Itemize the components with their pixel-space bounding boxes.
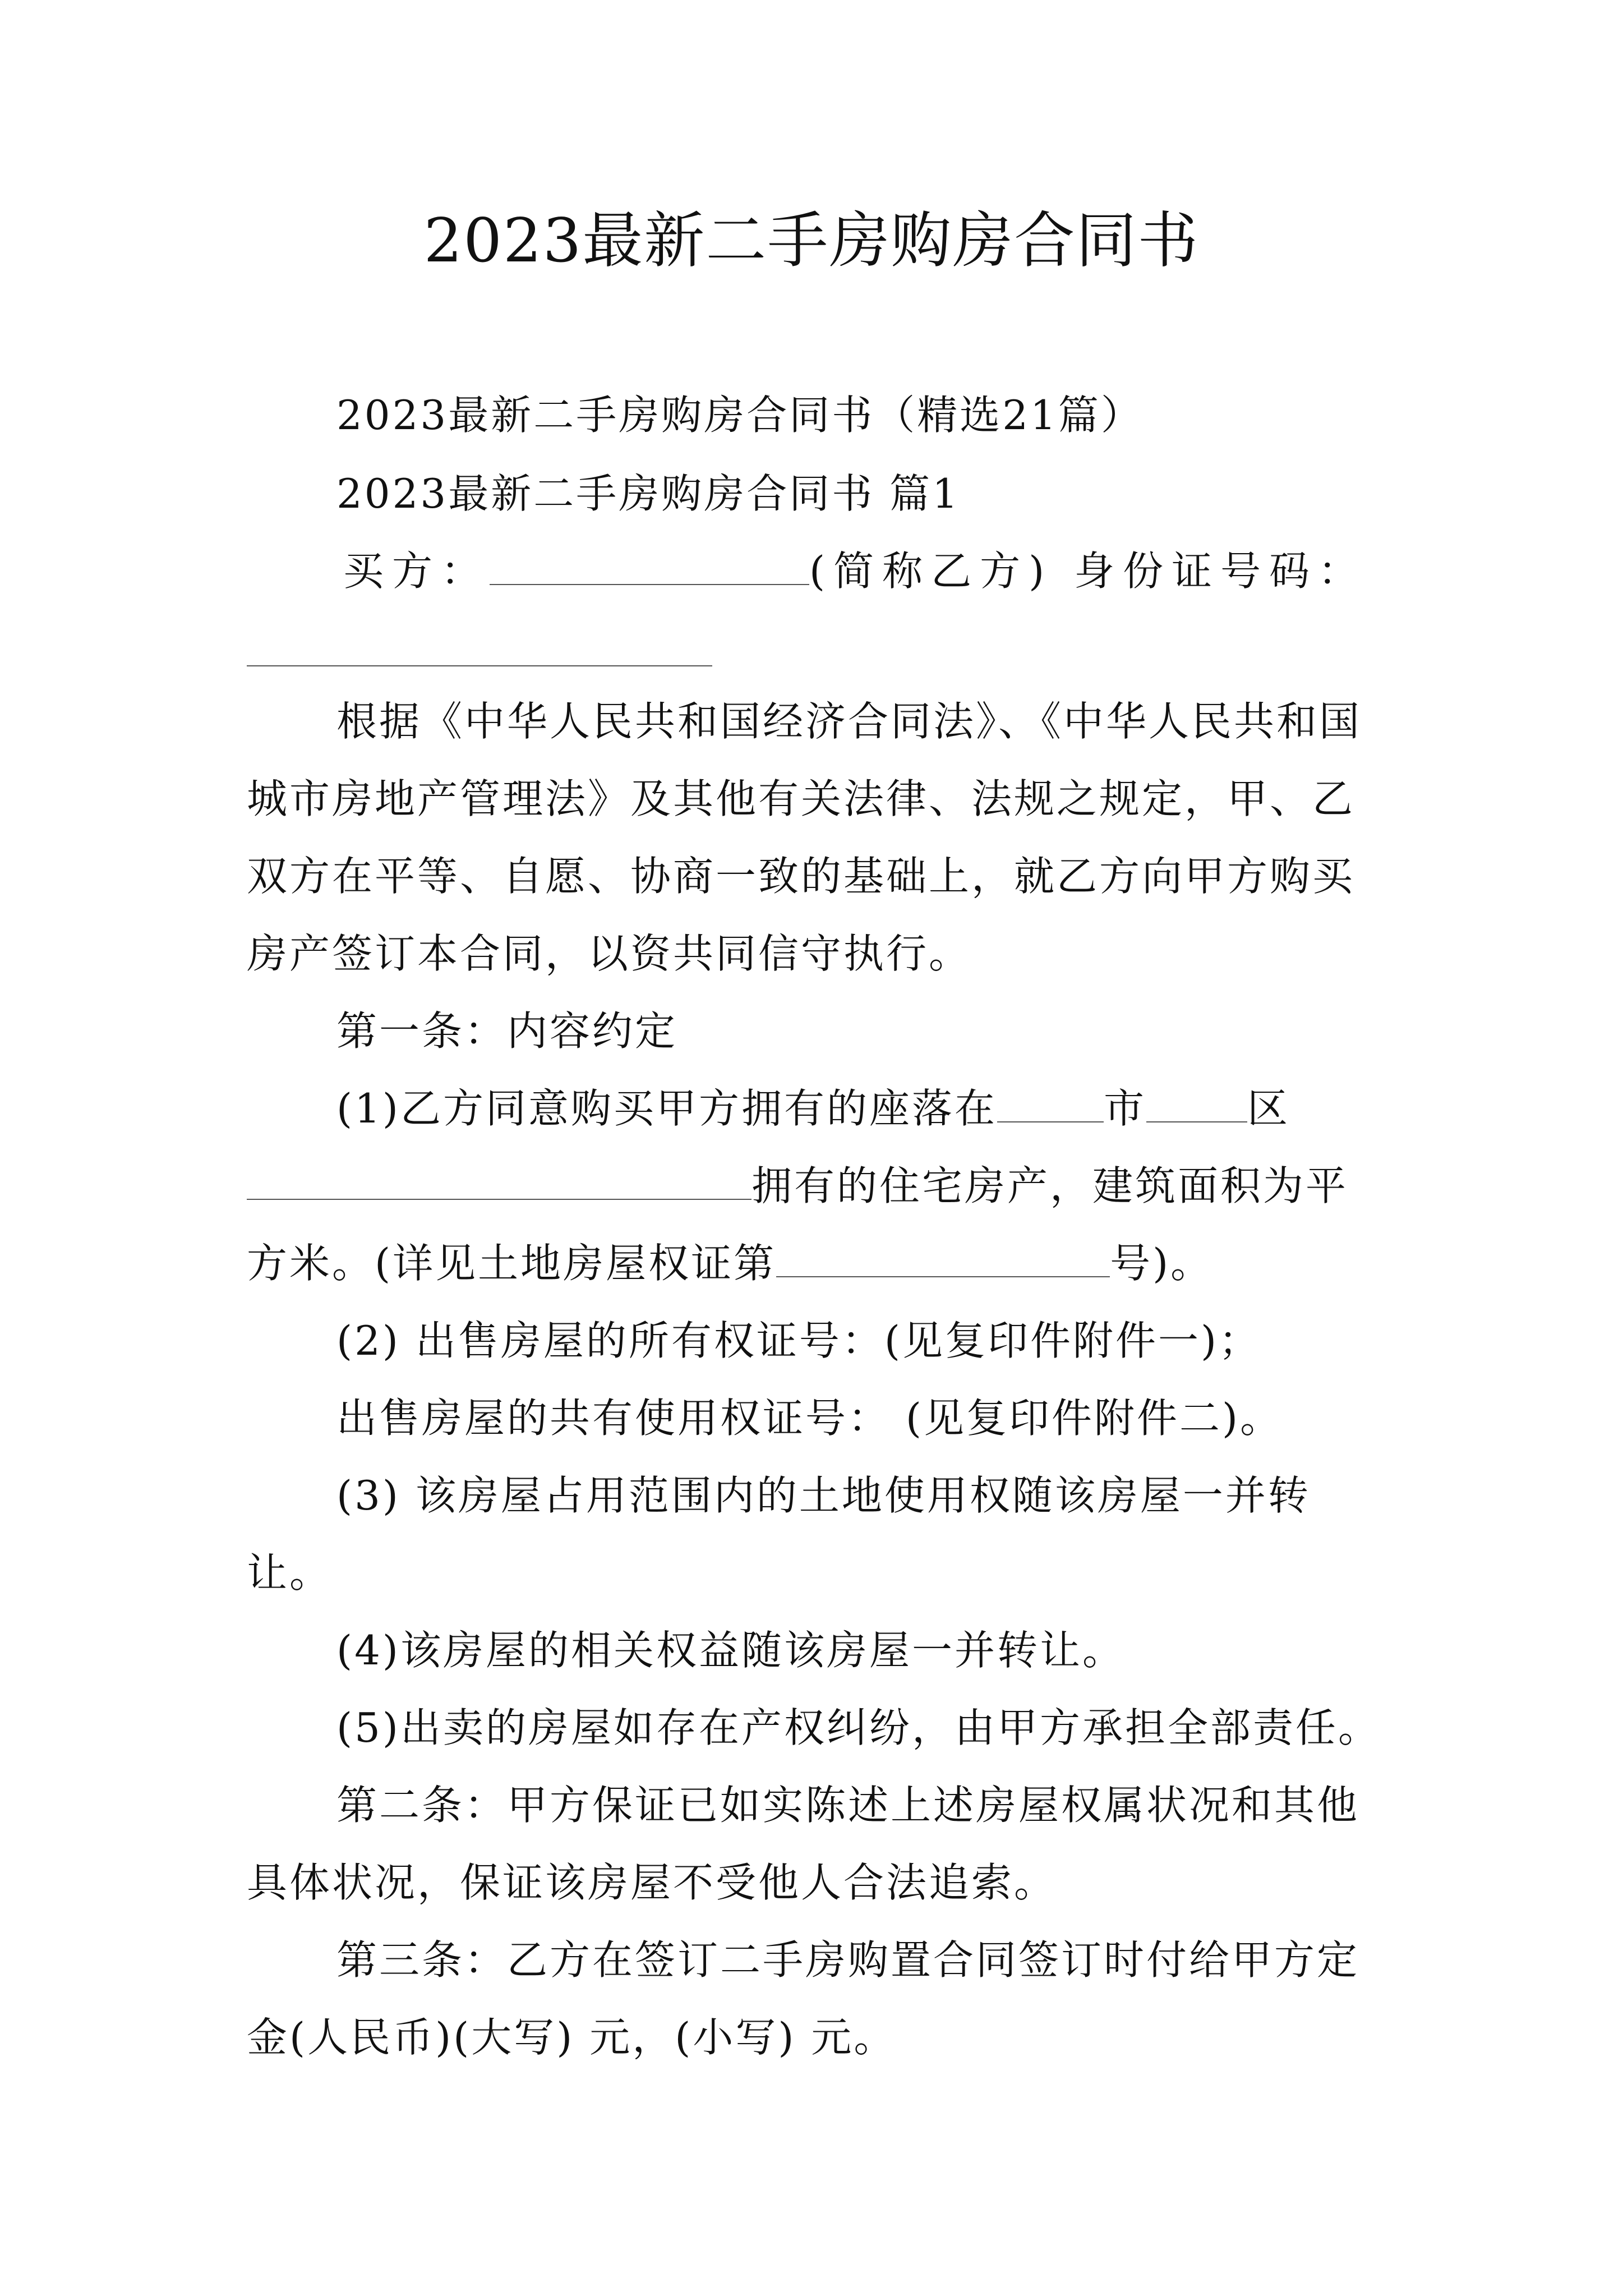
clause-text: 方米。(详见土地房屋权证第 (247, 1240, 777, 1287)
article-1-item-2-cont: 出售房屋的共有使用权证号： (见复印件附件二)。 (336, 1395, 1283, 1442)
article-2: 第二条：甲方保证已如实陈述上述房屋权属状况和其他 (336, 1782, 1360, 1829)
buyer-abbrev: (简称乙方) (809, 547, 1053, 595)
preamble-line: 房产签订本合同，以资共同信守执行。 (247, 930, 972, 977)
article-1-item-3-cont: 让。 (247, 1549, 333, 1596)
article-1-item-5: (5)出卖的房屋如存在产权纠纷，由甲方承担全部责任。 (336, 1704, 1381, 1751)
preamble-line: 双方在平等、自愿、协商一致的基础上，就乙方向甲方购买 (247, 853, 1355, 900)
buyer-id-blank (247, 665, 712, 666)
article-1-item-2: (2) 出售房屋的所有权证号：(见复印件附件一)； (336, 1317, 1262, 1364)
article-3-cont: 金(人民币)(大写) 元，(小写) 元。 (247, 2014, 897, 2061)
city-blank (997, 1089, 1104, 1122)
article-2-cont: 具体状况，保证该房屋不受他人合法追索。 (247, 1859, 1057, 1906)
article-1-item-3: (3) 该房屋占用范围内的土地使用权随该房屋一并转 (336, 1472, 1311, 1519)
article-3: 第三条：乙方在签订二手房购置合同签订时付给甲方定 (336, 1936, 1360, 1984)
section-heading: 2023最新二手房购房合同书 篇1 (336, 470, 960, 517)
address-blank (247, 1166, 751, 1200)
clause-text: 拥有的住宅房产，建筑面积为平 (751, 1162, 1349, 1209)
buyer-label: 买方： (343, 547, 490, 595)
buyer-line (343, 543, 1367, 599)
preamble-line: 根据《中华人民共和国经济合同法》、《中华人民共和国 (336, 698, 1362, 745)
city-label: 市 (1104, 1085, 1147, 1132)
preamble-line: 城市房地产管理法》及其他有关法律、法规之规定，甲、乙 (247, 775, 1355, 822)
certificate-number-blank (776, 1244, 1110, 1277)
buyer-id-label: 身份证号码： (1074, 547, 1367, 595)
district-blank (1146, 1089, 1247, 1122)
district-label: 区 (1247, 1085, 1290, 1132)
article-1-item-1-cont (247, 1158, 1348, 1214)
clause-text: (1)乙方同意购买甲方拥有的座落在 (336, 1085, 997, 1132)
article-1-item-4: (4)该房屋的相关权益随该房屋一并转让。 (336, 1627, 1125, 1674)
article-1-title: 第一条：内容约定 (336, 1007, 678, 1055)
article-1-item-1-cont (247, 1235, 1213, 1291)
document-title: 2023最新二手房购房合同书 (423, 206, 1200, 276)
article-1-item-1 (336, 1080, 1290, 1137)
clause-text: 号)。 (1110, 1240, 1214, 1287)
document-subtitle: 2023最新二手房购房合同书（精选21篇） (336, 392, 1144, 439)
buyer-name-blank (490, 551, 809, 585)
